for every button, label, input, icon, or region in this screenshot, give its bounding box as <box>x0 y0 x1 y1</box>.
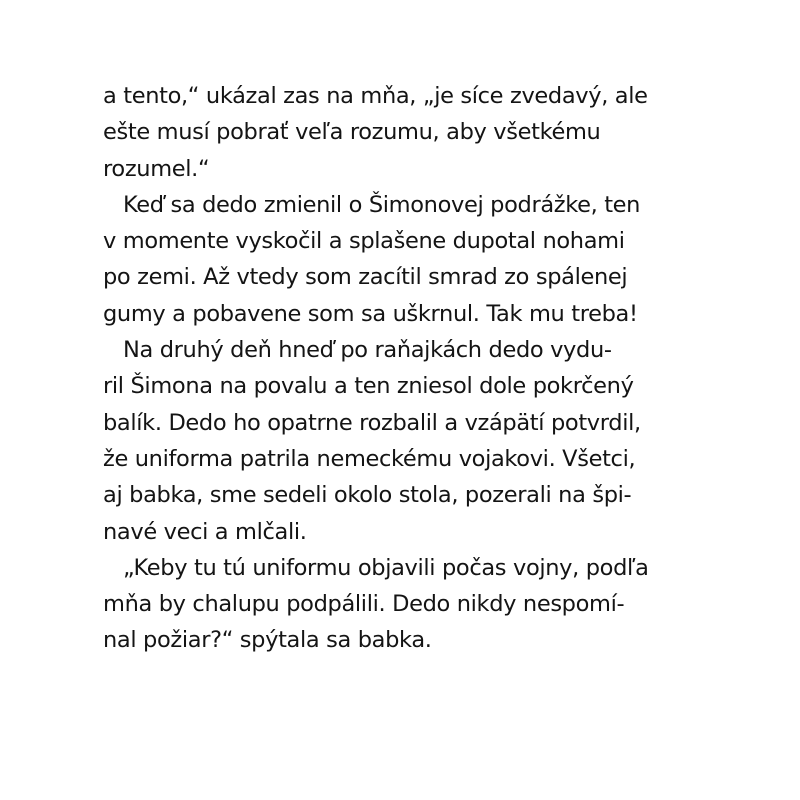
paragraph-start-line: Na druhý deň hneď po raňajkách dedo vydu- <box>123 337 612 364</box>
text-line: a tento,“ ukázal zas na mňa, „je síce zvedavý, ale <box>103 83 648 109</box>
text-line: mňa by chalupu podpálili. Dedo nikdy nespomí- <box>103 591 625 618</box>
text-line: ešte musí pobrať veľa rozumu, aby všetkému <box>103 119 601 146</box>
paragraph-start-line: „Keby tu tú uniformu objavili počas vojny, podľa <box>123 554 649 581</box>
text-line: nal požiar?“ spýtala sa babka. <box>103 627 432 654</box>
text-line: ril Šimona na povalu a ten zniesol dole pokrčený <box>103 373 634 400</box>
text-line: v momente vyskočil a splašene dupotal nohami <box>103 228 625 255</box>
text-line: po zemi. Až vtedy som zacítil smrad zo spálenej <box>103 264 628 291</box>
text-line: aj babka, sme sedeli okolo stola, pozerali na špi- <box>103 482 632 509</box>
page-text <box>103 78 703 659</box>
text-line: rozumel.“ <box>103 155 210 182</box>
paragraph-start-line: Keď sa dedo zmienil o Šimonovej podrážke, ten <box>123 191 641 218</box>
text-line: že uniforma patrila nemeckému vojakovi. Všetci, <box>103 445 636 472</box>
text-line: balík. Dedo ho opatrne rozbalil a vzápätí potvrdil, <box>103 409 641 436</box>
text-line: gumy a pobavene som sa uškrnul. Tak mu treba! <box>103 300 638 327</box>
text-line: navé veci a mlčali. <box>103 518 307 545</box>
